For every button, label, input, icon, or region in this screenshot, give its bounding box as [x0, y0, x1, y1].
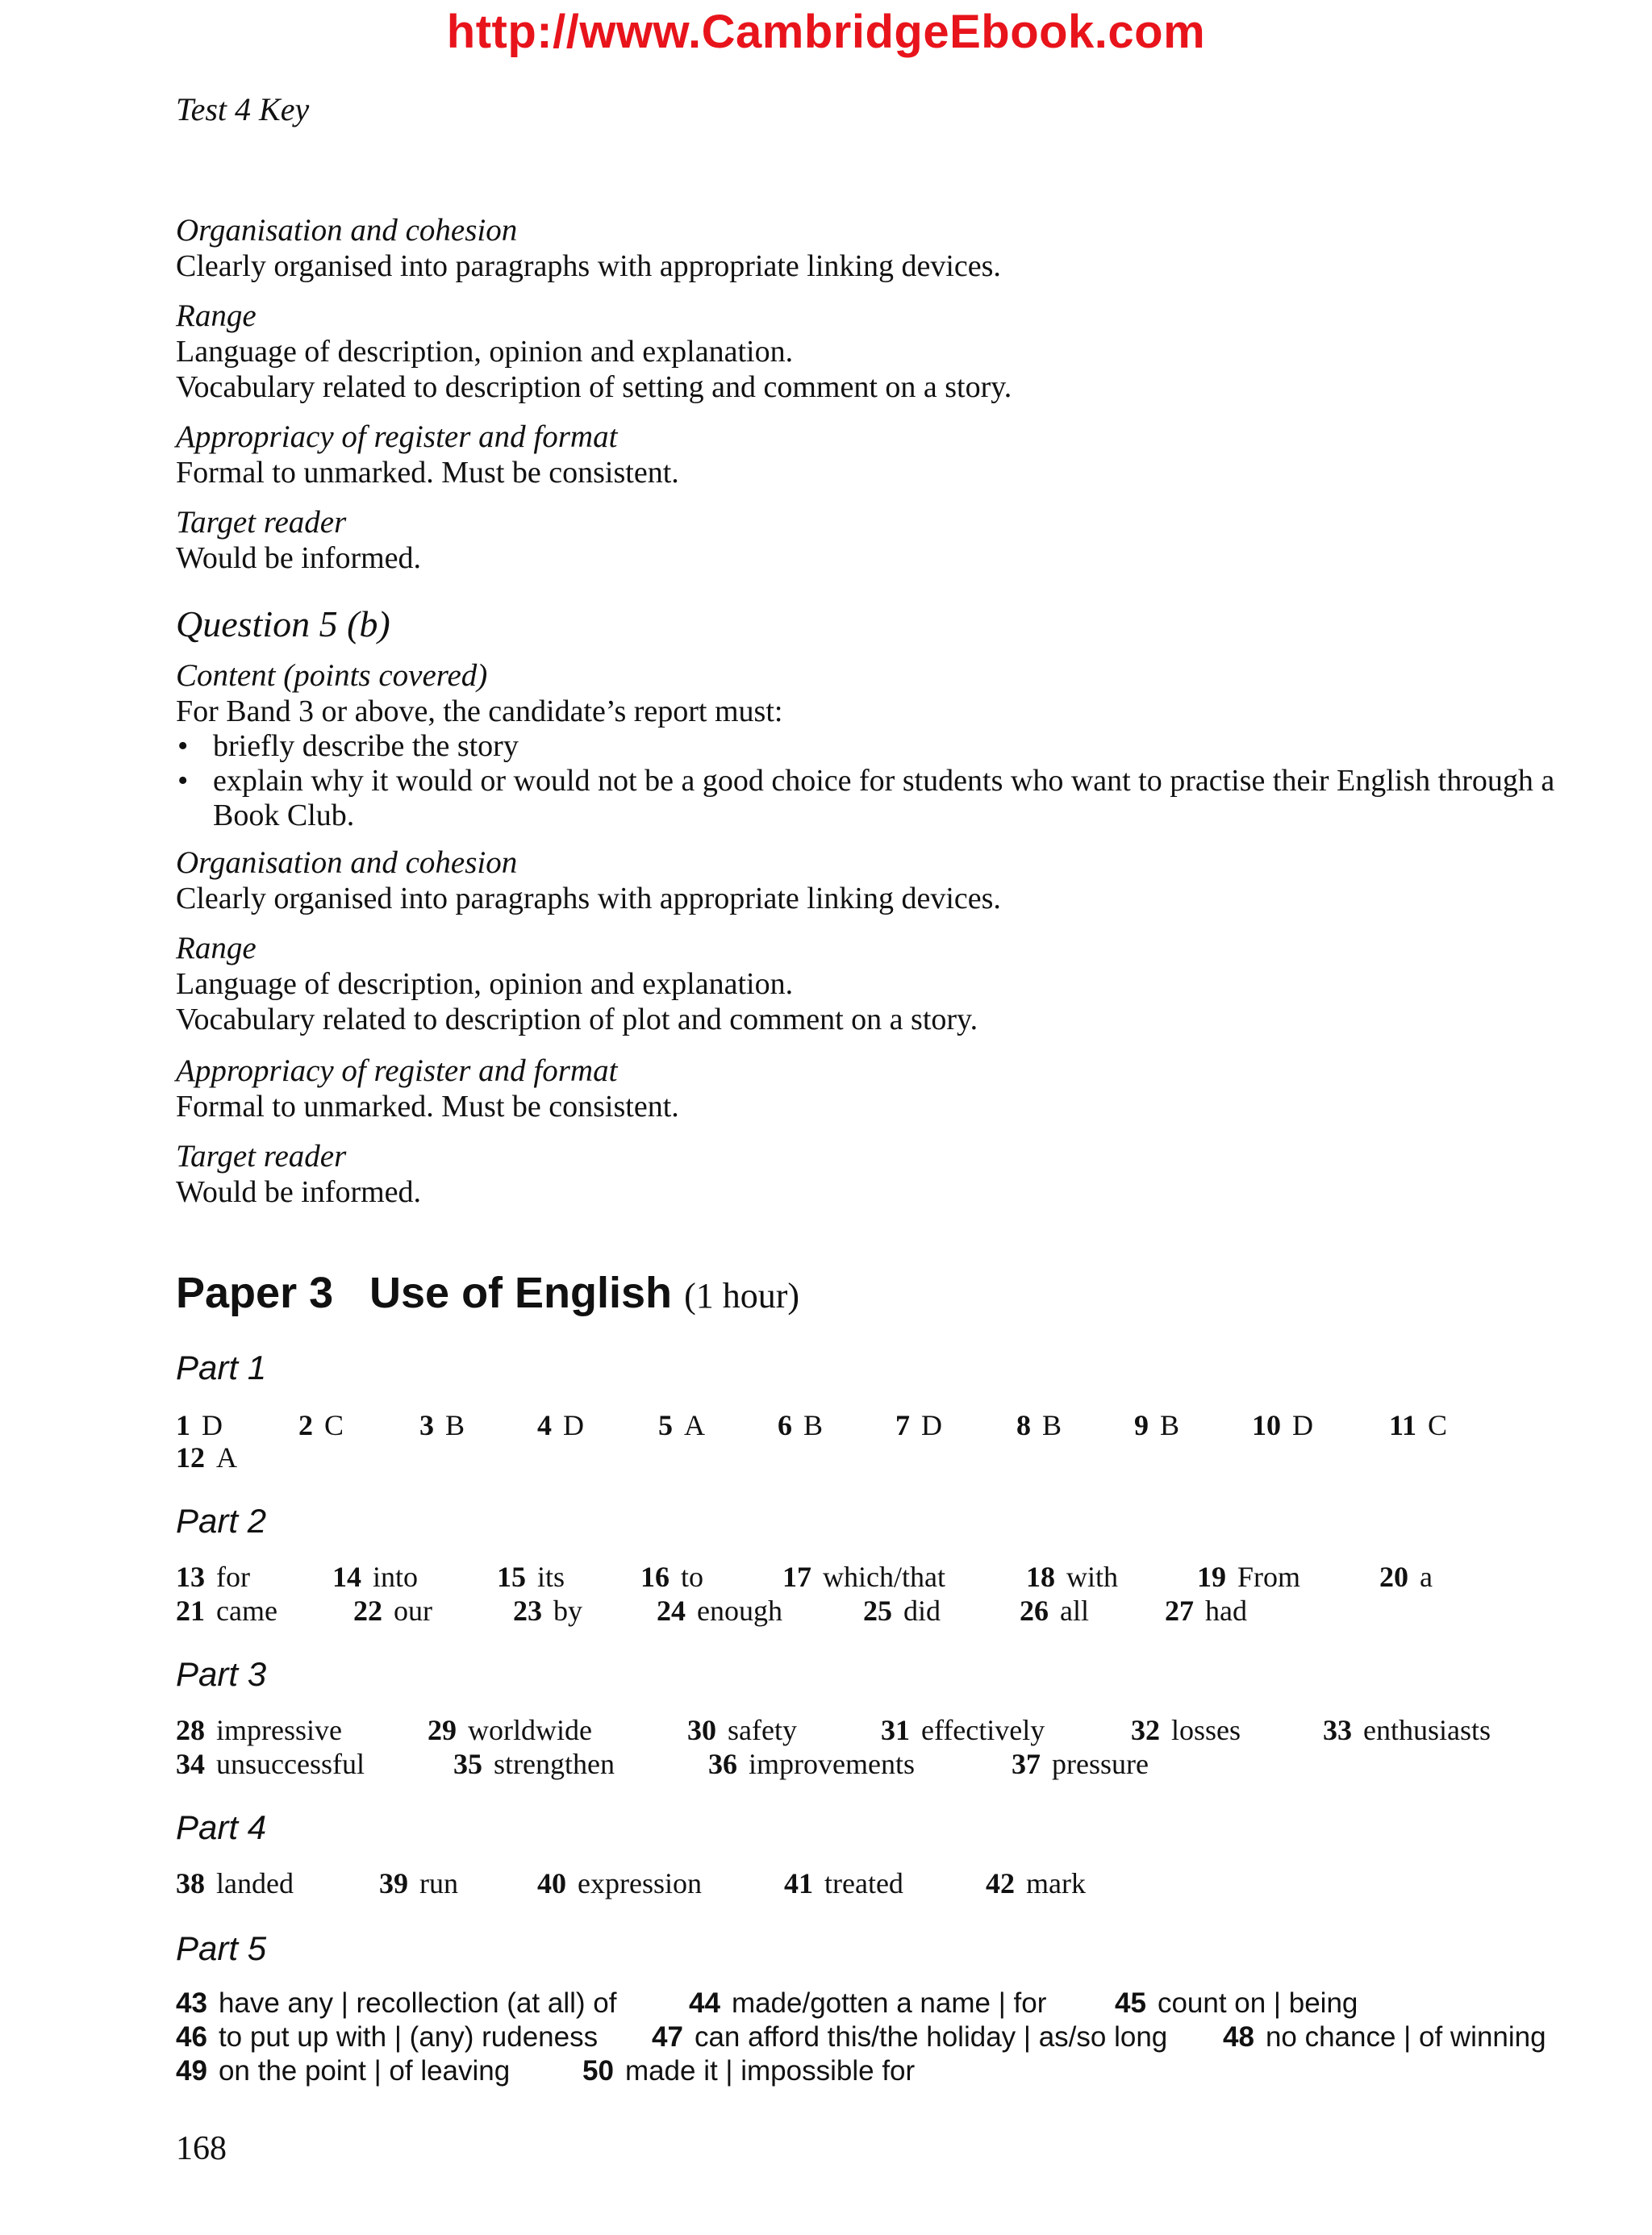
answer-text: losses — [1171, 1714, 1241, 1746]
answer-number: 41 — [784, 1867, 813, 1899]
criteria-target-reader — [176, 505, 1563, 576]
answer-text: D — [563, 1409, 584, 1441]
answer-text: can afford this/the holiday | as/so long — [694, 2021, 1168, 2053]
paper-title: Use of English — [369, 1269, 673, 1317]
answer-item — [419, 1408, 465, 1442]
question-heading: Question 5 (b) — [176, 603, 390, 644]
criteria-range — [176, 298, 1563, 405]
criteria-organisation — [176, 213, 1563, 284]
answer-text: have any | recollection (at all) of — [218, 1987, 617, 2019]
answer-number: 18 — [1026, 1561, 1055, 1593]
criteria-appropriacy — [176, 419, 1563, 490]
answer-text: D — [202, 1409, 223, 1441]
answer-text: From — [1237, 1561, 1301, 1593]
answer-text: its — [537, 1561, 565, 1593]
answer-item — [657, 1594, 782, 1628]
answer-number: 45 — [1115, 1987, 1146, 2019]
answer-text: B — [1042, 1409, 1062, 1441]
answer-text: B — [445, 1409, 465, 1441]
watermark-url: http://www.CambridgeEbook.com — [446, 6, 1206, 58]
part-5-heading: Part 5 — [176, 1929, 267, 1967]
answer-text: B — [1160, 1409, 1180, 1441]
answer-item — [895, 1408, 942, 1442]
answer-text: for — [216, 1561, 250, 1593]
answer-item — [1389, 1408, 1447, 1442]
answer-item — [582, 2055, 915, 2087]
criteria-label: Range — [176, 298, 257, 333]
answer-text: A — [684, 1409, 705, 1441]
answer-number: 13 — [176, 1561, 205, 1593]
answer-number: 32 — [1131, 1714, 1160, 1746]
answer-text: C — [324, 1409, 344, 1441]
part-2-heading: Part 2 — [176, 1502, 267, 1540]
answer-item — [652, 2021, 1167, 2054]
answer-text: all — [1060, 1595, 1089, 1627]
criteria-text: Would be informed. — [176, 1175, 422, 1209]
answer-item — [640, 1560, 703, 1594]
answer-number: 23 — [513, 1595, 542, 1627]
answer-text: expression — [578, 1867, 702, 1899]
paper-heading — [176, 1268, 799, 1318]
answer-item — [1115, 1987, 1358, 2020]
criteria-label: Target reader — [176, 1139, 347, 1174]
answer-text: our — [394, 1595, 432, 1627]
answer-item — [708, 1747, 915, 1781]
answer-item — [353, 1594, 432, 1628]
answer-number: 38 — [176, 1867, 205, 1899]
answer-number: 36 — [708, 1748, 737, 1780]
answer-item — [1134, 1408, 1179, 1442]
answer-item — [863, 1594, 941, 1628]
answer-item — [1323, 1713, 1491, 1747]
answer-text: treated — [824, 1867, 903, 1899]
answer-item — [298, 1408, 344, 1442]
answer-text: count on | being — [1157, 1987, 1358, 2019]
answer-number: 2 — [298, 1409, 313, 1441]
criteria-label: Appropriacy of register and format — [176, 419, 618, 454]
answer-text: by — [553, 1595, 582, 1627]
answer-number: 17 — [782, 1561, 811, 1593]
answer-item — [1379, 1560, 1433, 1594]
criteria-label: Appropriacy of register and format — [176, 1053, 618, 1088]
answer-number: 47 — [652, 2021, 683, 2053]
criteria-label: Range — [176, 931, 257, 965]
answer-item — [176, 1560, 250, 1594]
answer-text: D — [1292, 1409, 1313, 1441]
answer-number: 46 — [176, 2021, 207, 2053]
answer-item — [176, 1866, 294, 1900]
answer-text: which/that — [823, 1561, 945, 1593]
answer-text: B — [803, 1409, 824, 1441]
answer-number: 28 — [176, 1714, 205, 1746]
answer-item — [176, 1594, 277, 1628]
answer-text: with — [1066, 1561, 1119, 1593]
answer-number: 19 — [1197, 1561, 1226, 1593]
answer-number: 12 — [176, 1441, 205, 1474]
answer-number: 34 — [176, 1748, 205, 1780]
criteria-text: Formal to unmarked. Must be consistent. — [176, 1090, 679, 1124]
criteria-label: Organisation and cohesion — [176, 845, 518, 880]
answer-text: made/gotten a name | for — [731, 1987, 1047, 2019]
answer-number: 50 — [582, 2055, 614, 2087]
answer-number: 5 — [658, 1409, 673, 1441]
answer-text: to put up with | (any) rudeness — [218, 2021, 599, 2053]
answer-text: run — [419, 1867, 458, 1899]
answer-item — [1223, 2021, 1546, 2054]
answer-text: impressive — [216, 1714, 342, 1746]
answer-number: 14 — [332, 1561, 361, 1593]
answer-number: 8 — [1016, 1409, 1031, 1441]
answer-number: 10 — [1252, 1409, 1281, 1441]
criteria-organisation — [176, 845, 1563, 916]
answer-number: 25 — [863, 1595, 892, 1627]
answer-item — [1131, 1713, 1241, 1747]
answer-item — [176, 1747, 365, 1781]
answer-text: strengthen — [494, 1748, 615, 1780]
answer-item — [176, 1713, 342, 1747]
answer-number: 33 — [1323, 1714, 1352, 1746]
answer-text: D — [921, 1409, 942, 1441]
answer-text: unsuccessful — [216, 1748, 365, 1780]
answer-number: 21 — [176, 1595, 205, 1627]
answer-number: 27 — [1165, 1595, 1194, 1627]
answer-item — [453, 1747, 615, 1781]
answer-number: 15 — [497, 1561, 526, 1593]
criteria-text: Language of description, opinion and explanation. — [176, 335, 794, 369]
answer-item — [513, 1594, 582, 1628]
answer-item — [881, 1713, 1045, 1747]
running-head: Test 4 Key — [176, 91, 310, 127]
answer-text: a — [1420, 1561, 1433, 1593]
answer-number: 30 — [687, 1714, 716, 1746]
criteria-target-reader — [176, 1139, 1563, 1210]
answer-number: 49 — [176, 2055, 207, 2087]
answer-item — [1197, 1560, 1300, 1594]
part-4-heading: Part 4 — [176, 1808, 267, 1846]
answer-number: 1 — [176, 1409, 190, 1441]
answer-number: 4 — [537, 1409, 552, 1441]
answer-item — [176, 1987, 616, 2020]
answer-item — [537, 1866, 702, 1900]
content-bullets — [176, 729, 1563, 833]
answer-text: worldwide — [468, 1714, 592, 1746]
answer-number: 48 — [1223, 2021, 1254, 2053]
answer-item — [379, 1866, 458, 1900]
answer-number: 24 — [657, 1595, 686, 1627]
answer-text: C — [1428, 1409, 1448, 1441]
paper-duration: (1 hour) — [684, 1276, 800, 1316]
answer-item — [537, 1408, 584, 1442]
criteria-content — [176, 658, 1563, 833]
answer-text: A — [216, 1441, 237, 1474]
criteria-range — [176, 931, 1563, 1037]
answer-text: did — [903, 1595, 941, 1627]
answer-item — [1012, 1747, 1149, 1781]
criteria-text: Vocabulary related to description of setting and comment on a story. — [176, 370, 1012, 404]
answer-item — [1026, 1560, 1118, 1594]
answer-item — [1016, 1408, 1062, 1442]
answer-text: on the point | of leaving — [218, 2055, 511, 2087]
answer-text: made it | impossible for — [624, 2055, 916, 2087]
content-intro: For Band 3 or above, the candidate’s report must: — [176, 694, 783, 728]
answer-text: landed — [216, 1867, 294, 1899]
answer-number: 22 — [353, 1595, 382, 1627]
answer-number: 40 — [537, 1867, 566, 1899]
answer-number: 6 — [778, 1409, 792, 1441]
question-5b — [176, 603, 1563, 645]
criteria-text: Vocabulary related to description of plot and comment on a story. — [176, 1003, 978, 1036]
answer-text: improvements — [749, 1748, 915, 1780]
answer-text: pressure — [1052, 1748, 1149, 1780]
answer-item — [176, 2055, 510, 2087]
answer-number: 11 — [1389, 1409, 1417, 1441]
answer-number: 3 — [419, 1409, 434, 1441]
page-number: 168 — [176, 2130, 227, 2167]
answer-number: 37 — [1012, 1748, 1041, 1780]
answer-item — [689, 1987, 1046, 2020]
bullet-item: • briefly describe the story — [176, 729, 1563, 764]
answer-text: enthusiasts — [1363, 1714, 1491, 1746]
answer-text: no chance | of winning — [1265, 2021, 1546, 2053]
answer-number: 26 — [1020, 1595, 1049, 1627]
answer-text: into — [373, 1561, 419, 1593]
answer-item — [782, 1560, 945, 1594]
criteria-text: Formal to unmarked. Must be consistent. — [176, 456, 679, 490]
paper-number: Paper 3 — [176, 1269, 334, 1317]
criteria-text: Clearly organised into paragraphs with appropriate linking devices. — [176, 249, 1001, 283]
answer-text: safety — [728, 1714, 797, 1746]
answer-number: 42 — [986, 1867, 1015, 1899]
criteria-label: Organisation and cohesion — [176, 213, 518, 248]
criteria-label: Content (points covered) — [176, 658, 488, 693]
answer-text: had — [1205, 1595, 1247, 1627]
criteria-label: Target reader — [176, 505, 347, 540]
criteria-text: Language of description, opinion and explanation. — [176, 967, 794, 1001]
answer-item — [428, 1713, 592, 1747]
answer-number: 20 — [1379, 1561, 1408, 1593]
answer-item — [497, 1560, 565, 1594]
part-3-heading: Part 3 — [176, 1655, 267, 1693]
answer-number: 35 — [453, 1748, 482, 1780]
criteria-text: Clearly organised into paragraphs with appropriate linking devices. — [176, 882, 1001, 915]
answer-text: came — [216, 1595, 277, 1627]
answer-item — [784, 1866, 903, 1900]
answer-text: to — [681, 1561, 704, 1593]
answer-number: 44 — [689, 1987, 720, 2019]
bullet-item: • explain why it would or would not be a good choice for students who want to practise their English through a Book Club. — [176, 764, 1568, 833]
answer-item — [986, 1866, 1086, 1900]
answer-item — [778, 1408, 823, 1442]
answer-number: 39 — [379, 1867, 408, 1899]
part-1-heading: Part 1 — [176, 1349, 267, 1386]
answer-number: 9 — [1134, 1409, 1149, 1441]
criteria-text: Would be informed. — [176, 541, 422, 575]
answer-item — [176, 1408, 223, 1442]
answer-number: 7 — [895, 1409, 910, 1441]
answer-item — [1020, 1594, 1089, 1628]
answer-item — [176, 2021, 598, 2054]
answer-text: effectively — [921, 1714, 1045, 1746]
answer-number: 16 — [640, 1561, 670, 1593]
answer-item — [332, 1560, 418, 1594]
answer-item — [687, 1713, 797, 1747]
answer-item — [1252, 1408, 1313, 1442]
answer-number: 31 — [881, 1714, 910, 1746]
criteria-appropriacy — [176, 1053, 1563, 1124]
answer-item — [1165, 1594, 1247, 1628]
answer-number: 29 — [428, 1714, 457, 1746]
answer-text: mark — [1026, 1867, 1086, 1899]
answer-item — [658, 1408, 705, 1442]
answer-text: enough — [697, 1595, 782, 1627]
answer-number: 43 — [176, 1987, 207, 2019]
answer-item — [176, 1441, 237, 1474]
